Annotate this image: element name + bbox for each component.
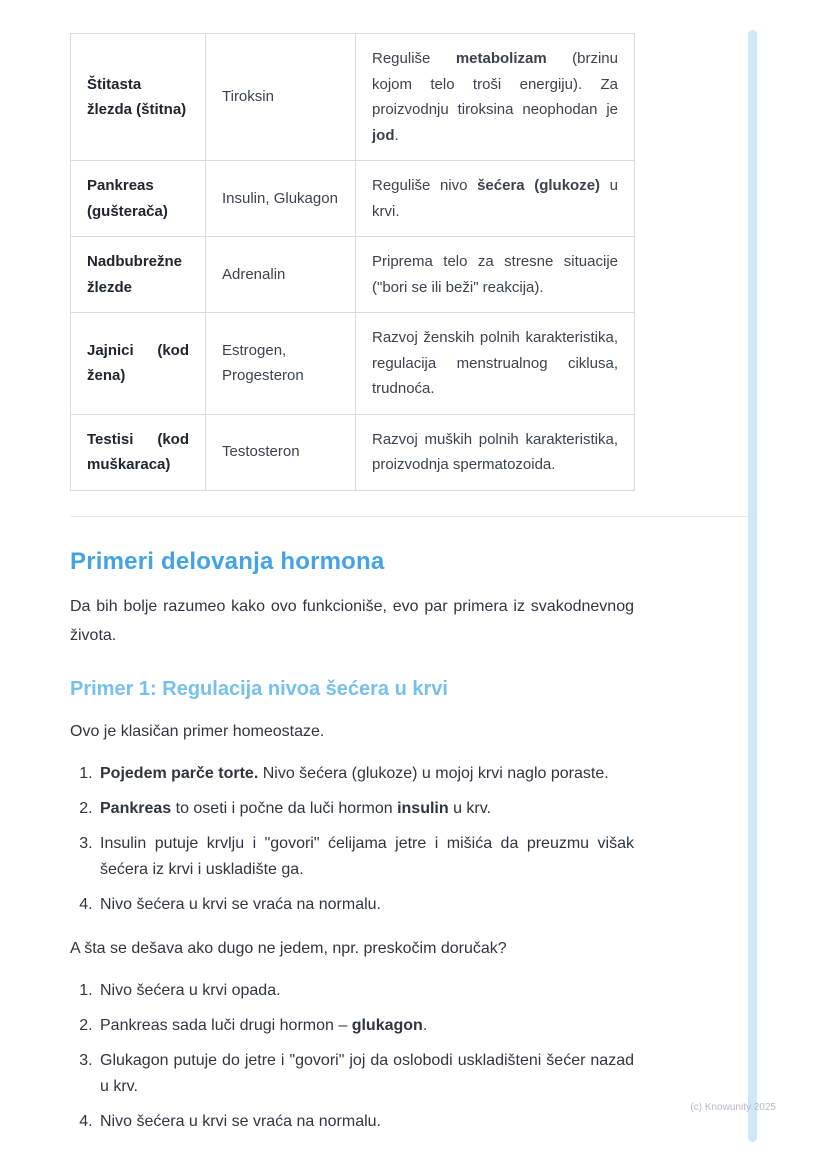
- list-item: 3. Glukagon putuje do jetre i "govori" joj da oslobodi uskladišteni šećer nazad u krv.: [97, 1048, 634, 1100]
- question-paragraph: A šta se dešava ako dugo ne jedem, npr. preskočim doručak?: [70, 939, 507, 957]
- intro-paragraph: Da bih bolje razumeo kako ovo funkcioniše, evo par primera iz svakodnevnog života.: [70, 597, 634, 644]
- homeostaza-paragraph: Ovo je klasičan primer homeostaze.: [70, 723, 325, 741]
- list-item: 1. Nivo šećera u krvi opada.: [97, 978, 634, 1004]
- list-item: 2. Pankreas sada luči drugi hormon – glukagon.: [97, 1013, 634, 1039]
- table-cell-gland: Nadbubrežne žlezde: [71, 237, 206, 313]
- table-row: [71, 313, 635, 415]
- section-heading-primeri-delovanja: Primeri delovanja hormona: [70, 547, 385, 575]
- table-cell-function: Razvoj ženskih polnih karakteristika, regulacija menstrualnog ciklusa, trudnoća.: [356, 313, 635, 415]
- watermark: (c) Knowunity 2025: [690, 1102, 776, 1113]
- table-cell-hormone: Testosteron: [206, 414, 356, 490]
- table-cell-hormone: Adrenalin: [206, 237, 356, 313]
- table-cell-gland: Pankreas (gušterača): [71, 161, 206, 237]
- hormones-table: [70, 33, 635, 491]
- table-cell-gland: Testisi (kod muškaraca): [71, 414, 206, 490]
- table-row: [71, 414, 635, 490]
- list-item: 4. Nivo šećera u krvi se vraća na normalu.: [97, 1109, 634, 1135]
- table-row: [71, 34, 635, 161]
- ordered-list-glukagon-steps: [70, 978, 634, 1135]
- table-cell-hormone: Insulin, Glukagon: [206, 161, 356, 237]
- list-item: 1. Pojedem parče torte. Nivo šećera (glukoze) u mojoj krvi naglo poraste.: [97, 761, 634, 787]
- subsection-heading-primer-1: Primer 1: Regulacija nivoa šećera u krvi: [70, 678, 448, 701]
- section-divider: [70, 516, 758, 517]
- ordered-list-insulin-steps: [70, 761, 634, 918]
- table-cell-gland: Jajnici (kod žena): [71, 313, 206, 415]
- list-item: 2. Pankreas to oseti i počne da luči hormon insulin u krv.: [97, 796, 634, 822]
- table-cell-function: Priprema telo za stresne situacije ("bori se ili beži" reakcija).: [356, 237, 635, 313]
- table-cell-gland: Štitasta žlezda (štitna): [71, 34, 206, 161]
- list-item: 3. Insulin putuje krvlju i "govori" ćelijama jetre i mišića da preuzmu višak šećera iz krvi i uskladište ga.: [97, 831, 634, 883]
- table-row: [71, 237, 635, 313]
- table-cell-function: Reguliše metabolizam (brzinu kojom telo troši energiju). Za proizvodnju tiroksina neophodan je jod.: [356, 34, 635, 161]
- table-cell-function: Razvoj muških polnih karakteristika, proizvodnja spermatozoida.: [356, 414, 635, 490]
- table-cell-hormone: Tiroksin: [206, 34, 356, 161]
- list-item: 4. Nivo šećera u krvi se vraća na normalu.: [97, 892, 634, 918]
- table-cell-hormone: Estrogen, Progesteron: [206, 313, 356, 415]
- table-row: [71, 161, 635, 237]
- scrollbar-thumb[interactable]: [748, 30, 757, 1142]
- table-cell-function: Reguliše nivo šećera (glukoze) u krvi.: [356, 161, 635, 237]
